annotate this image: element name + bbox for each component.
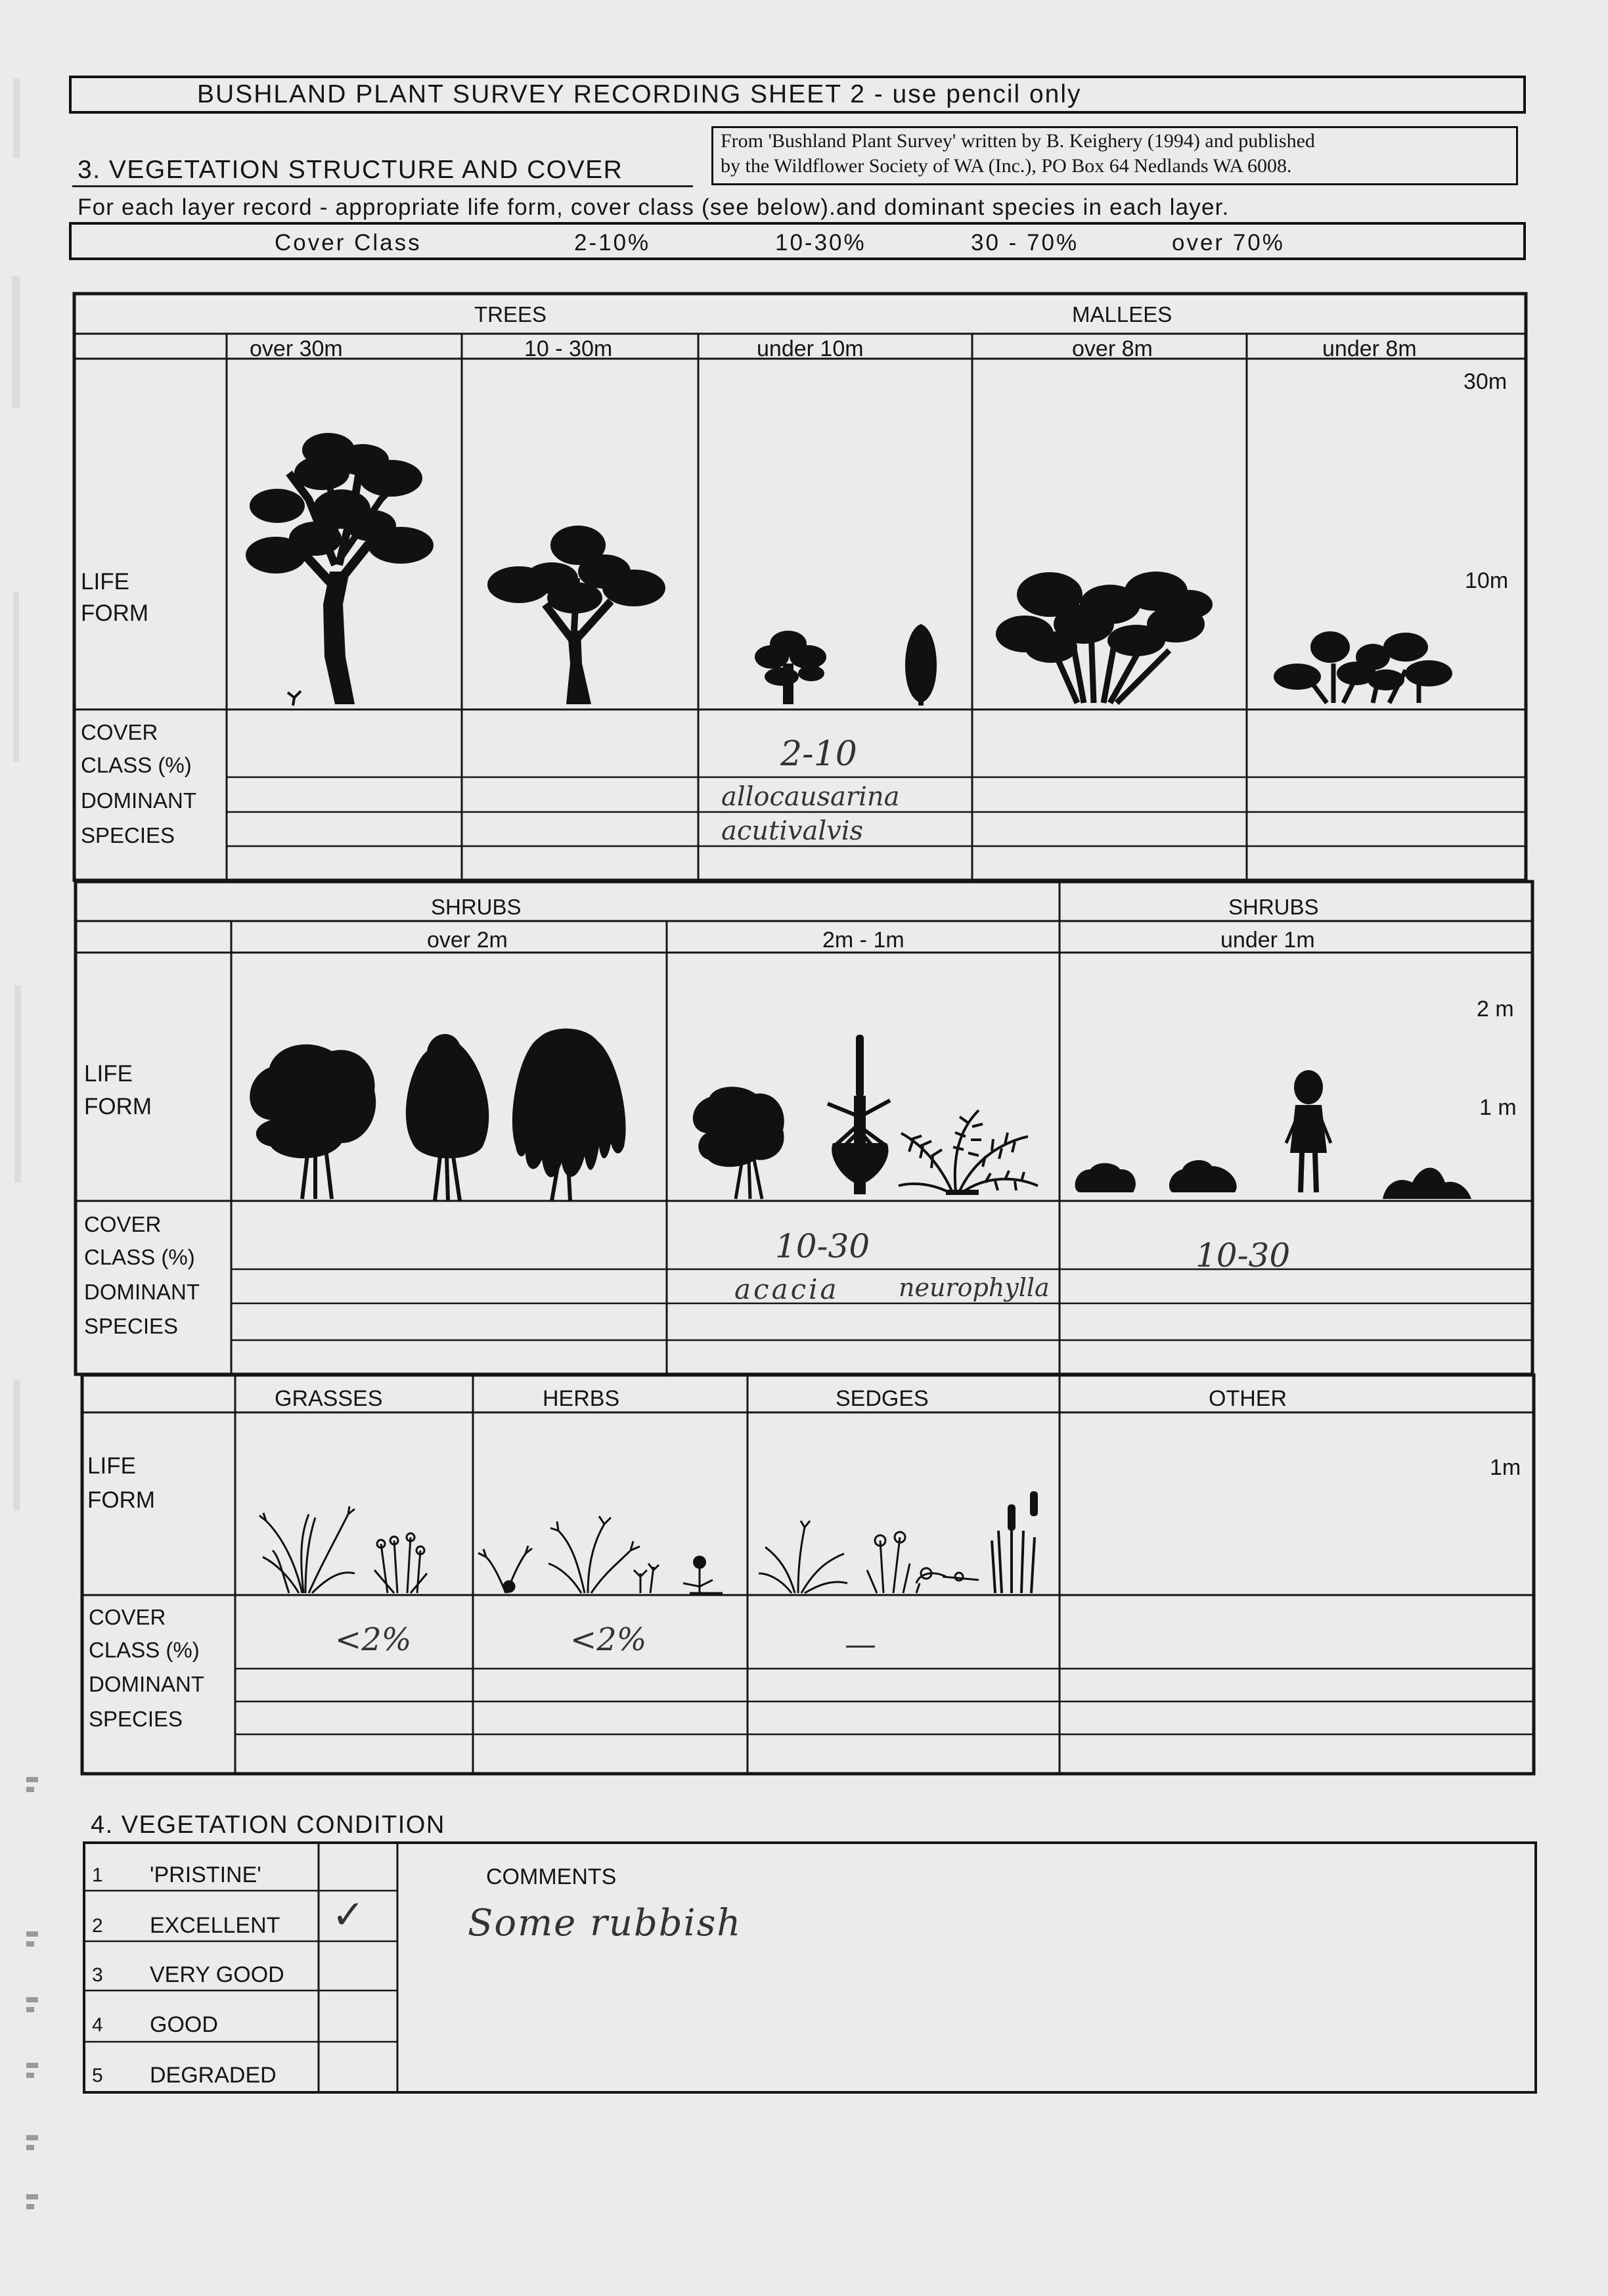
height-marker-1m-b: 1m [1490, 1455, 1521, 1480]
low-shrub-icon-3 [1383, 1168, 1471, 1200]
cover-class-label-2b: CLASS (%) [84, 1245, 195, 1269]
instructions-text: For each layer record - appropriate life form, cover class (see below).and dominant species in each layer. [78, 194, 1230, 220]
dominant-species-label-3b: SPECIES [89, 1707, 183, 1731]
height-marker-10m: 10m [1465, 568, 1509, 593]
cover-class-label-3: COVER [89, 1605, 166, 1629]
cover-class-10-30: 10-30% [775, 230, 866, 256]
group-header-shrubs-left: SHRUBS [431, 895, 522, 919]
condition-num-2: 2 [92, 1915, 103, 1937]
fern-icon [899, 1110, 1038, 1192]
tussock-grass-icon [259, 1506, 355, 1593]
group-header-shrubs-right: SHRUBS [1228, 895, 1319, 919]
short-mallee-icon [1274, 631, 1452, 703]
small-tree-icon [755, 631, 826, 704]
sedge-icon-1 [759, 1521, 847, 1593]
handwritten-species-acacia: acacia [734, 1273, 839, 1305]
col-header-over-30m: over 30m [250, 336, 343, 361]
weeping-shrub-icon [512, 1029, 626, 1201]
col-header-under-1m: under 1m [1220, 928, 1315, 953]
sheet-title: BUSHLAND PLANT SURVEY RECORDING SHEET 2 - use pencil only [197, 80, 1082, 108]
condition-title: 4. VEGETATION CONDITION [91, 1811, 445, 1839]
condition-num-1: 1 [92, 1864, 103, 1886]
handwritten-cover-under-1m: 10-30 [1195, 1236, 1291, 1274]
life-form-label-2: LIFE [84, 1061, 133, 1087]
height-marker-2m: 2 m [1477, 997, 1514, 1022]
tall-tree-icon [246, 433, 434, 706]
col-header-under-10m: under 10m [757, 336, 864, 361]
cover-class-label: Cover Class [275, 230, 422, 256]
conifer-icon [905, 624, 937, 706]
condition-num-4: 4 [92, 2014, 103, 2036]
low-shrub-icon-1 [1075, 1163, 1136, 1192]
condition-degraded: DEGRADED [150, 2063, 277, 2088]
medium-shrub-icon [693, 1087, 784, 1199]
condition-very-good: VERY GOOD [150, 1962, 284, 1987]
sedge-icon-2 [867, 1532, 910, 1593]
col-header-over-8m: over 8m [1072, 336, 1153, 361]
herb-icon-1 [478, 1546, 532, 1593]
life-form-label-2b: FORM [84, 1094, 152, 1119]
handwritten-comment: Some rubbish [468, 1902, 742, 1945]
rush-icon [992, 1491, 1038, 1593]
cover-class-label-1: COVER [81, 720, 158, 744]
cover-class-label-2: COVER [84, 1212, 162, 1236]
handwritten-cover-herbs: <2% [570, 1621, 647, 1658]
life-form-label-3b: FORM [87, 1487, 156, 1513]
group-header-trees: TREES [474, 302, 547, 326]
dominant-species-label-1: DOMINANT [81, 788, 196, 813]
handwritten-species-neurophylla: neurophylla [899, 1273, 1050, 1302]
height-marker-1m: 1 m [1479, 1095, 1517, 1120]
small-grass-icon [374, 1533, 427, 1593]
handwritten-cover-under-10m: 2-10 [780, 734, 857, 774]
condition-pristine: 'PRISTINE' [150, 1862, 261, 1887]
condition-good: GOOD [150, 2012, 218, 2037]
source-line-1: From 'Bushland Plant Survey' written by B. Keighery (1994) and published [721, 130, 1315, 152]
life-form-label-1: LIFE [81, 569, 129, 595]
col-header-10-30m: 10 - 30m [524, 336, 613, 361]
cover-class-label-3b: CLASS (%) [89, 1638, 200, 1662]
life-form-label-1b: FORM [81, 600, 149, 626]
cover-class-label-1b: CLASS (%) [81, 753, 192, 777]
handwritten-species-2: acutivalvis [721, 816, 864, 846]
handwritten-cover-grasses: <2% [335, 1621, 412, 1658]
grass-tree-icon [828, 1035, 890, 1194]
life-form-label-3: LIFE [87, 1453, 136, 1479]
col-header-over-2m: over 2m [427, 928, 508, 953]
tall-shrub-icon-1 [250, 1045, 376, 1199]
section-title: 3. VEGETATION STRUCTURE AND COVER [78, 156, 623, 184]
cover-class-30-70: 30 - 70% [971, 230, 1079, 256]
handwritten-species-1: allocausarina [721, 782, 900, 812]
human-scale-figure-icon [1286, 1070, 1331, 1192]
condition-num-5: 5 [92, 2065, 103, 2086]
condition-num-3: 3 [92, 1964, 103, 1986]
medium-tree-icon [487, 526, 665, 704]
low-shrub-icon-2 [1169, 1160, 1237, 1192]
herb-icon-2 [548, 1516, 640, 1593]
col-header-grasses: GRASSES [275, 1386, 383, 1411]
excellent-checkmark: ✓ [332, 1892, 365, 1938]
dominant-species-label-3: DOMINANT [89, 1672, 204, 1696]
handwritten-cover-sedges: — [845, 1626, 876, 1663]
col-header-sedges: SEDGES [836, 1386, 929, 1411]
herb-icon-3 [634, 1564, 659, 1593]
condition-excellent: EXCELLENT [150, 1913, 280, 1938]
height-marker-30m: 30m [1463, 369, 1508, 394]
herb-icon-4 [683, 1556, 723, 1593]
cover-class-2-10: 2-10% [574, 230, 651, 256]
dominant-species-label-1b: SPECIES [81, 823, 175, 847]
dominant-species-label-2: DOMINANT [84, 1280, 200, 1304]
col-header-under-8m: under 8m [1322, 336, 1417, 361]
tall-mallee-icon [996, 572, 1213, 703]
col-header-herbs: HERBS [543, 1386, 620, 1411]
col-header-2m-1m: 2m - 1m [822, 928, 904, 953]
comments-label: COMMENTS [486, 1864, 617, 1889]
cover-class-over-70: over 70% [1172, 230, 1285, 256]
col-header-other: OTHER [1209, 1386, 1287, 1411]
sedge-icon-3 [916, 1568, 979, 1593]
handwritten-cover-2m-1m: 10-30 [775, 1227, 870, 1265]
dominant-species-label-2b: SPECIES [84, 1314, 179, 1338]
tall-shrub-icon-2 [406, 1034, 489, 1201]
group-header-mallees: MALLEES [1072, 302, 1172, 326]
source-line-2: by the Wildflower Society of WA (Inc.), PO Box 64 Nedlands WA 6008. [721, 155, 1292, 177]
